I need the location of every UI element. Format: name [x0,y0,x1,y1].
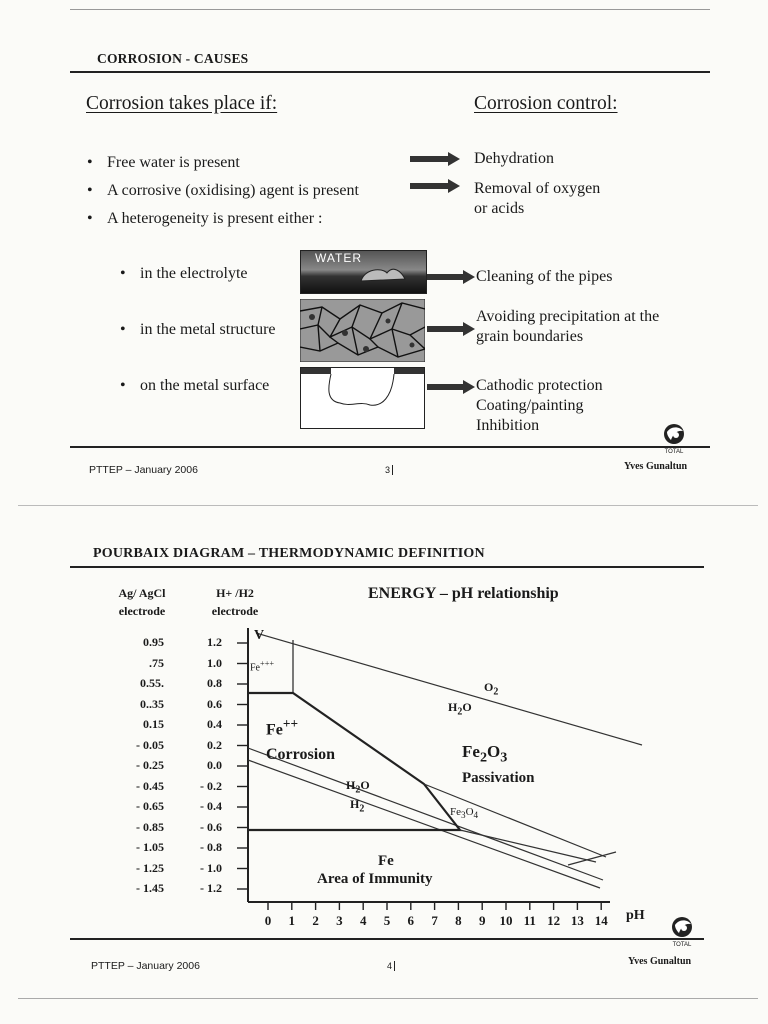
control-item: Dehydration [474,150,554,167]
x-tick-label: 13 [570,913,584,928]
y-axis-ticks [237,643,248,889]
h2-scale-value: 0.8 [207,676,222,690]
h2-scale-value: 1.2 [207,635,222,649]
slide2-footer-rule [70,938,704,940]
right-heading: Corrosion control: [474,93,618,114]
heterogeneity-item: • in the metal structure [140,321,276,339]
region-corrosion: Corrosion [266,746,336,763]
slide2-section-title: POURBAIX DIAGRAM – THERMODYNAMIC DEFINITION [93,546,485,561]
slide2-footer-right: Yves Gunaltun [628,956,692,967]
ag-agcl-scale-value: - 1.25 [136,860,164,875]
label-h2: $H_2$ [350,797,365,815]
region-fe2o3: $Fe_2O_3$ [462,742,508,766]
x-axis-ticks [268,902,601,910]
o2-h2o-line [256,633,642,745]
h2-scale-value: - 1.0 [200,860,222,875]
heterogeneity-item: • on the metal surface [140,377,269,395]
ag-agcl-scale-value: - 1.05 [136,840,164,854]
sub-control-item: Inhibition [476,417,540,434]
h2-scale-value: - 0.6 [200,819,222,834]
slide2-footer-left: PTTEP – January 2006 [91,960,200,972]
slide2-bottom-border [18,998,758,999]
x-tick-label: 10 [499,913,513,928]
ag-agcl-scale-value: - 0.05 [136,737,164,752]
label-h2o-top: $H_2O$ [448,700,472,718]
sub-control-item: grain boundaries [476,328,584,345]
sub-control-item: Cathodic protection [476,377,603,394]
water-label: WATER [315,251,362,265]
h2-scale-value: - 0.4 [200,799,222,813]
h2-scale-value: 0.6 [207,696,222,711]
chart-title: ENERGY – pH relationship [368,585,559,602]
region-immunity: Area of Immunity [317,871,433,887]
h2-scale-value: - 0.8 [200,840,222,854]
h2-header-line: electrode [211,604,259,618]
x-tick-label: 14 [594,913,608,928]
ag-agcl-scale-value: 0.95 [143,635,164,649]
region-passivation: Passivation [462,770,535,786]
slide2-page-number [387,961,395,971]
x-axis-label: pH [626,908,645,923]
total-logo-text: TOTAL [664,449,684,455]
condition-item: • Free water is present [107,154,240,172]
h2-scale-value: - 0.2 [200,778,222,793]
region-fe3: Fe+++ [250,659,275,674]
ag-agcl-scale-value: 0.55. [140,676,164,690]
ag-agcl-scale-value: 0..35 [140,696,164,711]
condition-item: • A corrosive (oxidising) agent is present [107,182,359,200]
page-number-value: 3 [385,465,391,475]
h2-scale-value: 0.0 [207,758,222,772]
label-o2: $O_2$ [484,680,499,698]
ag-agcl-scale-value: - 0.65 [136,799,164,813]
h2-header-line: H+ /H2 [216,586,254,600]
ag-agcl-scale-value: .75 [149,655,164,670]
h2-scale-value: 0.4 [207,717,222,731]
y-axis-label: V [254,628,265,643]
slide1-section-title: CORROSION - CAUSES [97,51,249,66]
page-number-value: 4 [387,961,393,971]
total-logo-icon [669,915,695,939]
sub-control-item: Cleaning of the pipes [476,268,613,285]
x-tick-label: 4 [359,913,367,928]
heterogeneity-item: • in the electrolyte [140,265,248,283]
ag-agcl-scale-value: - 1.45 [136,881,164,895]
h2o-h2-line [248,760,600,888]
ag-agcl-scale-value: - 0.45 [136,778,164,793]
condition-item: • A heterogeneity is present either : [107,210,322,228]
sub-control-item: Avoiding precipitation at the [476,308,660,325]
x-tick-label: 6 [407,913,415,928]
x-tick-label: 1 [288,913,296,928]
x-tick-label: 0 [264,913,272,928]
sub-control-item: Coating/painting [476,397,584,414]
x-tick-label: 8 [455,913,462,928]
x-tick-label: 7 [431,913,438,928]
x-tick-label: 3 [336,913,343,928]
control-item: Removal of oxygen [474,180,601,197]
x-tick-label: 12 [547,913,561,928]
region-fe2: Fe++ [266,716,299,739]
x-tick-label: 5 [383,913,391,928]
left-heading: Corrosion takes place if: [86,93,278,114]
x-tick-label: 9 [478,913,486,928]
ag-agcl-header-line: Ag/ AgCl [118,586,166,600]
control-item: or acids [474,200,525,217]
total-logo-text: TOTAL [672,942,692,948]
total-logo [662,915,702,948]
x-tick-label: 2 [312,913,319,928]
x-tick-label: 11 [523,913,536,928]
h2o-h2-line [248,748,603,880]
ag-agcl-scale-value: 0.15 [143,717,164,731]
h2-scale-value: 1.0 [207,655,222,670]
label-h2o-bottom: $H_2O$ [346,778,370,796]
h2-scale-value: 0.2 [207,737,222,752]
ag-agcl-scale-value: - 0.25 [136,758,164,772]
ag-agcl-scale-value: - 0.85 [136,819,164,834]
region-fe3o4: $Fe_3O_4$ [450,806,479,821]
slide1-footer-left: PTTEP – January 2006 [89,464,198,476]
fe3o4-boundary [568,852,616,865]
ag-agcl-header-line: electrode [118,604,166,618]
region-fe: Fe [378,853,394,869]
h2-scale-value: - 1.2 [200,881,222,895]
slide1-footer-right: Yves Gunaltun [624,461,688,472]
fe3o4-boundary [460,830,596,862]
